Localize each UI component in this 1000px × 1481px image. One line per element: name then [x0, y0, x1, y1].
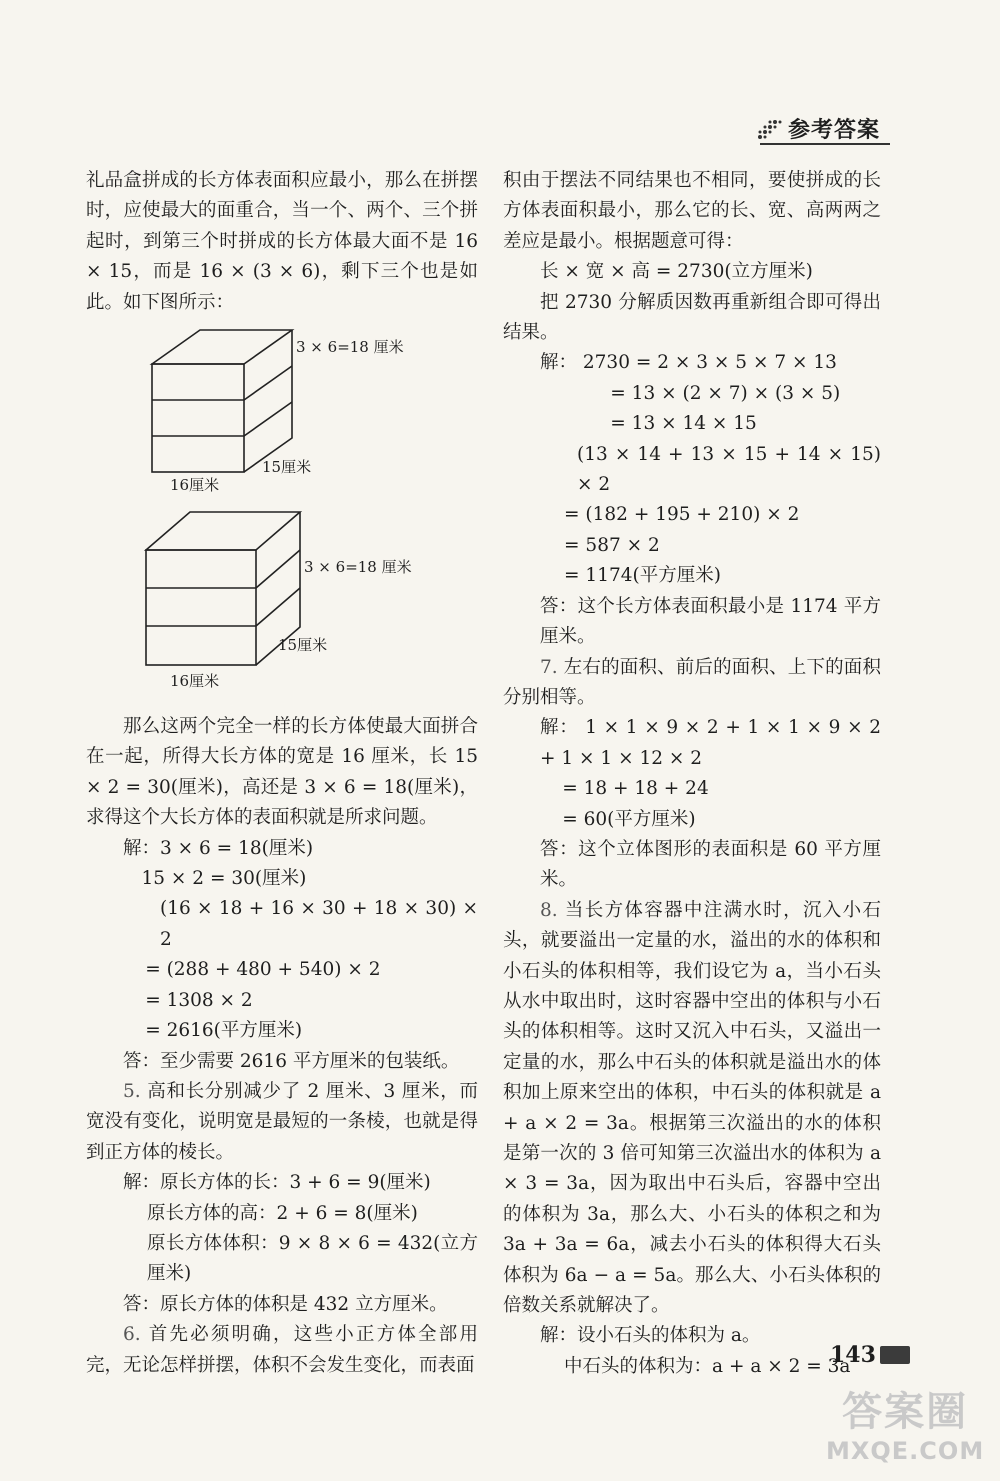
question-5-text: 高和长分别减少了 2 厘米、3 厘米，而宽没有变化，说明宽是最短的一条棱，也就是得到正方体的棱长。 — [86, 1080, 478, 1163]
page-tab-decoration — [880, 1346, 910, 1364]
fig2-length-label: 16厘米 — [170, 672, 220, 691]
right-column — [503, 166, 881, 1382]
question-8-number: 8. — [540, 899, 558, 921]
q6-answer-line: 答：这个长方体表面积最小是 1174 平方厘米。 — [540, 595, 881, 648]
section-title: 参考答案 — [788, 117, 881, 143]
fig1-width-label: 15厘米 — [262, 458, 312, 477]
q6-solution-line: = 13 × 14 × 15 — [610, 413, 757, 435]
q6-continuation: 积由于摆法不同结果也不相同，要使拼成的长方体表面积最小，那么它的长、宽、高两两之差应是最小。根据题意可得： — [503, 170, 881, 252]
watermark-url: MXQE.COM — [826, 1437, 985, 1465]
solution-line: (16 × 18 + 16 × 30 + 18 × 30) × 2 — [160, 898, 478, 950]
q5-solution-line: 原长方体体积：9 × 8 × 6 = 432(立方厘米) — [147, 1232, 478, 1285]
q6-solution-line: = 13 × (2 × 7) × (3 × 5) — [610, 382, 841, 404]
page-number-text: 143 — [830, 1342, 876, 1368]
page-header — [756, 108, 956, 148]
volume-equation: 长 × 宽 × 高 = 2730(立方厘米) — [540, 261, 813, 283]
dots-logo-icon — [756, 115, 782, 141]
solution-line: = 2616(平方厘米) — [145, 1020, 303, 1042]
q8-solution-line: 解：设小石头的体积为 a。 — [540, 1325, 761, 1347]
q6-solution-line: = (182 + 195 + 210) × 2 — [564, 504, 800, 526]
fig1-height-label: 3 × 6=18 厘米 — [296, 338, 404, 357]
q6-solution-line: 解： 2730 = 2 × 3 × 5 × 7 × 13 — [540, 352, 837, 374]
watermark-title: 答案圈 — [842, 1389, 969, 1435]
page-number — [830, 1342, 910, 1368]
left-column — [86, 166, 478, 1381]
solution-line: 15 × 2 = 30(厘米) — [141, 868, 307, 890]
solution-line: = 1308 × 2 — [145, 989, 253, 1011]
stacked-boxes-diagram-2 — [86, 508, 476, 692]
explanation-paragraph: 那么这两个完全一样的长方体使最大面拼合在一起，所得大长方体的宽是 16 厘米，长 15 × 2 = 30(厘米)，高还是 3 × 6 = 18(厘米)，求得这个大长方体的表面积就是所求问题。 — [86, 716, 478, 829]
box-figure-2 — [86, 508, 478, 692]
question-7-number: 7. — [540, 656, 558, 678]
question-8 — [503, 896, 881, 1322]
q6-solution-line: = 587 × 2 — [564, 534, 660, 556]
box-figure-1 — [86, 324, 478, 508]
question-8-text: 当长方体容器中注满水时，沉入小石头，就要溢出一定量的水，溢出的水的体积和小石头的体积相等，我们设它为 a，当小石头从水中取出时，这时容器中空出的体积与小石头的体积相等。这时又沉入中石头，又溢出一定量的水，那么中石头的体积就是溢出水的体积加上原来空出的体积，中石头的体积就是 a + a × 2 = 3a。根据第三次溢出的水的体积是第一次的 3 倍可知第三次溢出水的体积为 a × 3 = 3a，因为取出中石头后，容器中空出的体积为 3a，那么大、小石头的体积之和为 3a + 3a = 6a，减去小石头的体积得大石头体积为 6a − a = 5a。那么大、小石头体积的倍数关系就解决了。 — [503, 899, 881, 1317]
question-5 — [86, 1077, 478, 1168]
question-7 — [503, 653, 881, 714]
q6-solution-line: (13 × 14 + 13 × 15 + 14 × 15) × 2 — [577, 443, 881, 496]
q5-solution-line: 解：原长方体的长：3 + 6 = 9(厘米) — [123, 1172, 431, 1194]
question-5-number: 5. — [123, 1080, 141, 1102]
fig2-width-label: 15厘米 — [278, 636, 328, 655]
intro-paragraph: 礼品盒拼成的长方体表面积应最小，那么在拼摆时，应使最大的面重合，当一个、两个、三个拼起时，到第三个时拼成的长方体最大面不是 16 × 15，而是 16 × (3 × 6)，剩下三个也是如此。如下图所示： — [86, 170, 478, 313]
question-6-number: 6. — [123, 1324, 141, 1346]
q7-solution-line: 解： 1 × 1 × 9 × 2 + 1 × 1 × 9 × 2 + 1 × 1 × 12 × 2 — [540, 717, 881, 769]
q5-solution-line: 原长方体的高：2 + 6 = 8(厘米) — [147, 1202, 418, 1224]
question-6 — [86, 1320, 478, 1381]
answer-line: 答：至少需要 2616 平方厘米的包装纸。 — [123, 1050, 460, 1072]
factorization-paragraph: 把 2730 分解质因数再重新组合即可得出结果。 — [503, 291, 881, 344]
q7-solution-line: = 18 + 18 + 24 — [562, 778, 709, 800]
solution-line: = (288 + 480 + 540) × 2 — [145, 959, 381, 981]
solution-line: 解：3 × 6 = 18(厘米) — [123, 837, 314, 859]
q7-answer-line: 答：这个立体图形的表面积是 60 平方厘米。 — [540, 838, 881, 891]
q8-solution-line: 中石头的体积为：a + a × 2 = 3a — [564, 1355, 851, 1377]
header-rule — [760, 143, 890, 145]
question-7-text: 左右的面积、前后的面积、上下的面积分别相等。 — [503, 656, 881, 708]
fig2-height-label: 3 × 6=18 厘米 — [304, 558, 412, 577]
watermark — [826, 1380, 984, 1465]
question-6-text: 首先必须明确，这些小正方体全部用完，无论怎样拼摆，体积不会发生变化，而表面 — [86, 1324, 478, 1376]
q6-solution-line: = 1174(平方厘米) — [564, 565, 721, 587]
fig1-length-label: 16厘米 — [170, 476, 220, 495]
q5-answer-line: 答：原长方体的体积是 432 立方厘米。 — [123, 1293, 448, 1315]
q7-solution-line: = 60(平方厘米) — [562, 808, 696, 830]
